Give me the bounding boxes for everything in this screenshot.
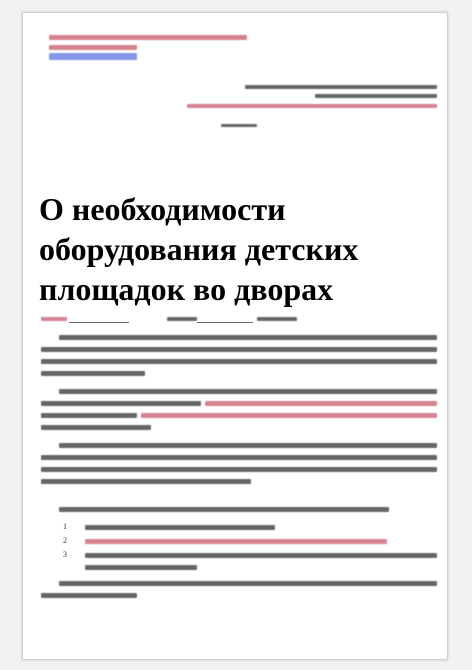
list-number: 1 xyxy=(63,522,67,531)
list-number: 3 xyxy=(63,550,67,559)
title-line-1: О необходимости xyxy=(39,191,286,227)
document-page xyxy=(22,12,448,660)
title-line-2: оборудования детских xyxy=(39,231,359,267)
document-title xyxy=(39,189,439,309)
list-number: 2 xyxy=(63,536,67,545)
title-line-3: площадок во дворах xyxy=(39,271,334,307)
